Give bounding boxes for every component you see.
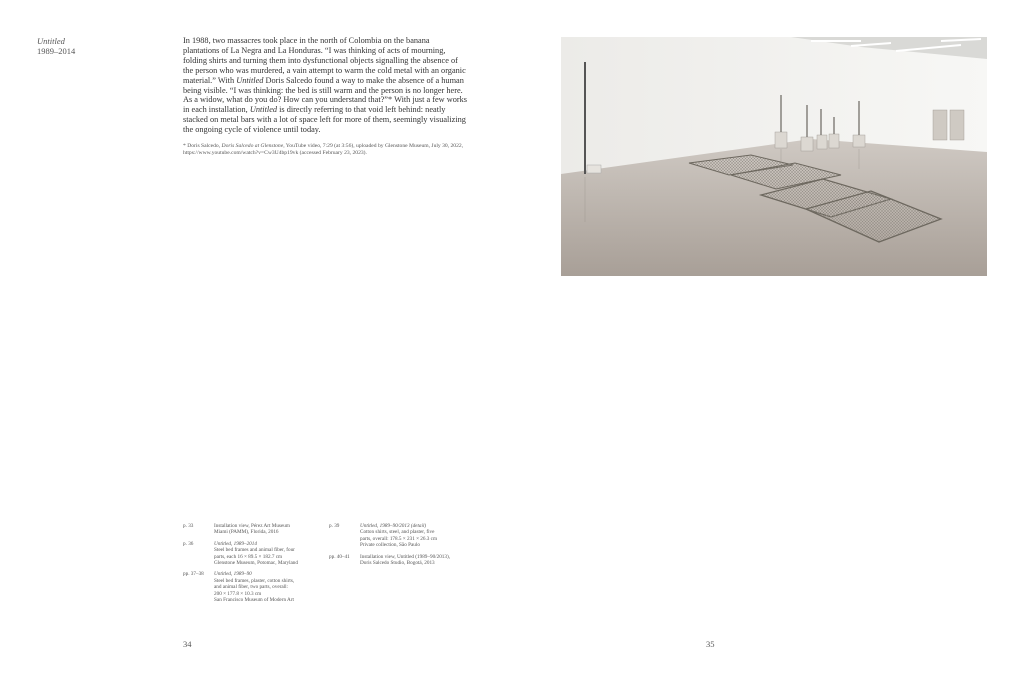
body-text-part2: Doris Salcedo found a way to make the absence of a human being visible. “I was thinking: the bed is still warm and the person is no longer here. As a widow, what do you do? How can you understand that?”* With just a few works in each installation, bbox=[183, 75, 468, 115]
caption-item bbox=[183, 541, 323, 567]
metal-pole bbox=[584, 62, 586, 174]
wall-panel bbox=[933, 110, 947, 140]
caption-line: and animal fiber, two parts, overall: bbox=[214, 584, 288, 591]
wall-panel bbox=[950, 110, 964, 140]
caption-line: Doris Salcedo Studio, Bogotá, 2013 bbox=[360, 560, 435, 567]
body-text-part1: In 1988, two massacres took place in the north of Colombia on the banana plantations of La Negra and La Honduras. “I was thinking of acts of mourning, folding shirts and turning them into dysfunctional objects signalling the absence of the person who was murdered, a vain attempt to warm the cold metal with an organic material.” With bbox=[183, 36, 466, 85]
caption-line: Untitled, 1989–90/2013 (detail) bbox=[360, 523, 427, 529]
captions-column-1 bbox=[183, 523, 323, 608]
caption-line: Steel bed frames, plaster, cotton shirts, bbox=[214, 577, 295, 584]
caption-item bbox=[329, 523, 469, 549]
captions-column-2 bbox=[329, 523, 469, 571]
body-text bbox=[183, 36, 468, 135]
footnote-part-a: * Doris Salcedo, bbox=[183, 143, 222, 149]
caption-page-ref: p. 39 bbox=[329, 523, 340, 529]
caption-text bbox=[360, 523, 469, 549]
caption-page-ref: p. 36 bbox=[183, 540, 194, 547]
caption-line: Glenstone Museum, Potomac, Maryland bbox=[214, 560, 298, 567]
page-number-right: 35 bbox=[706, 639, 715, 649]
page-number-left: 34 bbox=[183, 639, 192, 649]
caption-line: Cotton shirts, steel, and plaster, five bbox=[360, 529, 435, 536]
body-paragraph bbox=[183, 36, 468, 135]
caption-line: parts, overall: 178.5 × 231 × 26.3 cm bbox=[360, 535, 438, 542]
installation-photo bbox=[561, 37, 987, 276]
caption-line: 200 × 177.8 × 10.3 cm bbox=[214, 590, 262, 597]
caption-line: Untitled, 1989–2014 bbox=[214, 540, 257, 547]
caption-item bbox=[329, 554, 469, 567]
caption-line: Private collection, São Paulo bbox=[360, 542, 420, 549]
installation-photo-graphic bbox=[561, 37, 987, 276]
work-title: Untitled bbox=[37, 36, 65, 46]
footnote-italic: Doris Salcedo at Glenstone bbox=[221, 143, 284, 149]
footnote-part-b: , YouTube video, 7:29 (at 3:56), uploaded by Glenstone Museum, July 30, 2022, https://www.youtube.com/watch?v=Cw3U4bp19vk (accessed February 23, 2023). bbox=[183, 143, 464, 156]
caption-text bbox=[360, 554, 469, 567]
shirt-stack bbox=[587, 165, 601, 173]
footnote bbox=[183, 143, 473, 157]
body-text-part3: is directly referring to that void left behind: neatly stacked on metal bars with a lot of space left for more of them, seemingly visualizing the ongoing cycle of violence until today. bbox=[183, 105, 466, 135]
work-label bbox=[37, 36, 75, 56]
caption-line: San Francisco Museum of Modern Art bbox=[214, 597, 294, 604]
caption-page-ref: pp. 37–38 bbox=[183, 571, 204, 578]
work-years: 1989–2014 bbox=[37, 46, 76, 56]
caption-line: Installation view, Pérez Art Museum bbox=[214, 523, 290, 529]
caption-line: Untitled, 1989–90 bbox=[214, 571, 252, 578]
body-text-italic-title: Untitled bbox=[236, 75, 264, 85]
caption-page-ref: p. 33 bbox=[183, 523, 194, 529]
caption-line: parts, each 16 × 89.5 × 182.7 cm bbox=[214, 553, 283, 560]
caption-item bbox=[183, 571, 323, 603]
caption-item bbox=[183, 523, 323, 536]
caption-line: Miami (PAMM), Florida, 2016 bbox=[214, 529, 279, 536]
caption-line: Installation view, Untitled (1989–90/2013), bbox=[360, 553, 450, 560]
body-text-italic-title-2: Untitled bbox=[249, 105, 278, 115]
caption-line: Steel bed frames and animal fiber, four bbox=[214, 547, 295, 554]
caption-page-ref: pp. 40–41 bbox=[329, 553, 350, 560]
caption-text bbox=[214, 541, 323, 567]
caption-text bbox=[214, 571, 323, 603]
caption-text bbox=[214, 523, 323, 536]
